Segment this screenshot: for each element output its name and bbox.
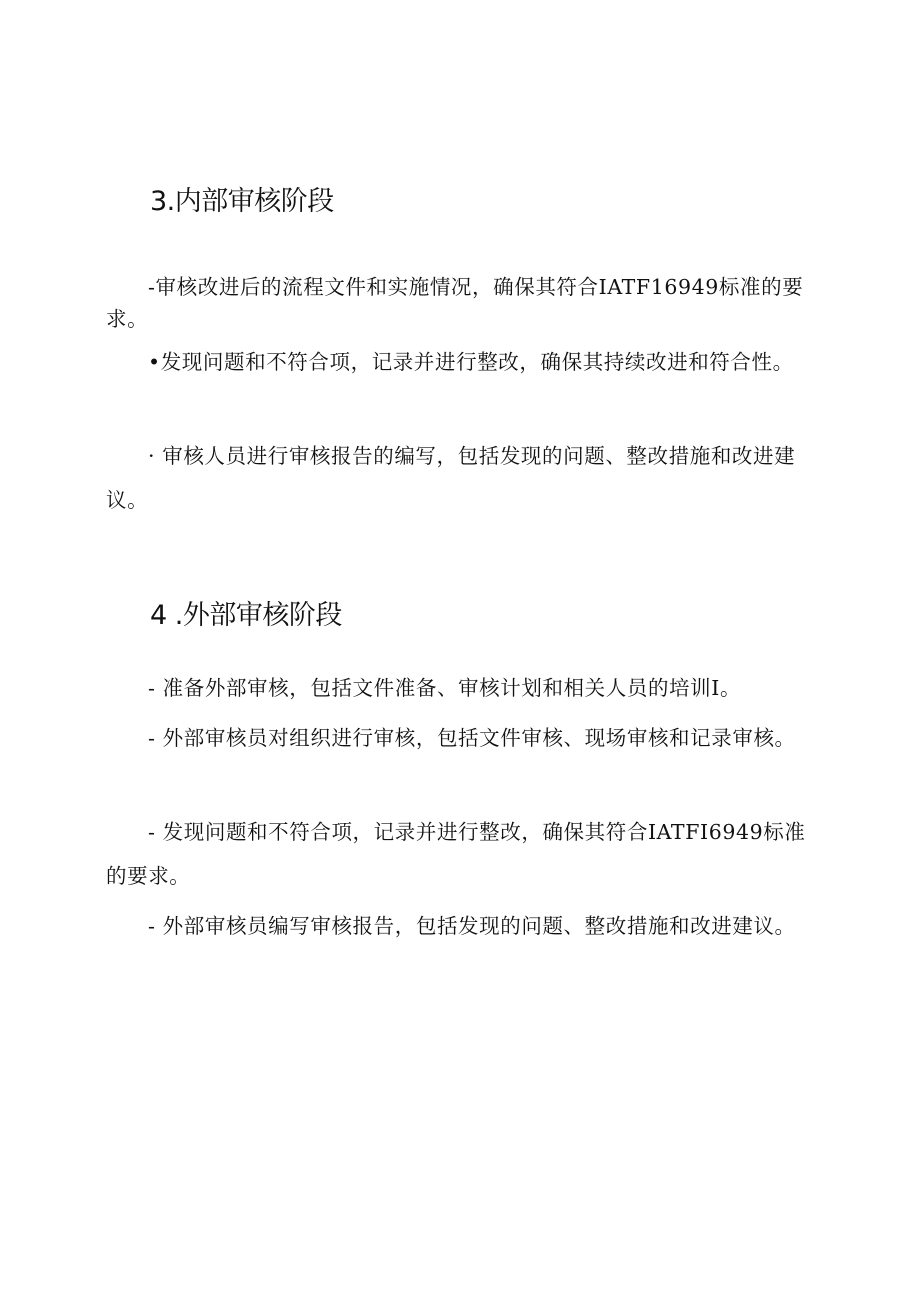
section-4-item-1: - 准备外部审核，包括文件准备、审核计划和相关人员的培训I。 — [148, 676, 742, 700]
section-3-item-3: · 审核人员进行审核报告的编写，包括发现的问题、整改措施和改进建议。 — [106, 444, 796, 512]
section-4-heading: 4 .外部审核阶段 — [150, 600, 342, 631]
section-4-item-2: - 外部审核员对组织进行审核，包括文件审核、现场审核和记录审核。 — [148, 726, 796, 750]
section-3-item-1: -审核改进后的流程文件和实施情况，确保其符合IATF16949标准的要求。 — [106, 275, 804, 331]
section-4-item-3: - 发现问题和不符合项，记录并进行整改，确保其符合IATFI6949标准的要求。 — [106, 820, 806, 888]
section-3-heading: 3.内部审核阶段 — [150, 186, 334, 217]
section-3-item-2: •发现问题和不符合项，记录并进行整改，确保其持续改进和符合性。 — [148, 350, 794, 374]
section-4-item-4: - 外部审核员编写审核报告，包括发现的问题、整改措施和改进建议。 — [148, 914, 796, 938]
